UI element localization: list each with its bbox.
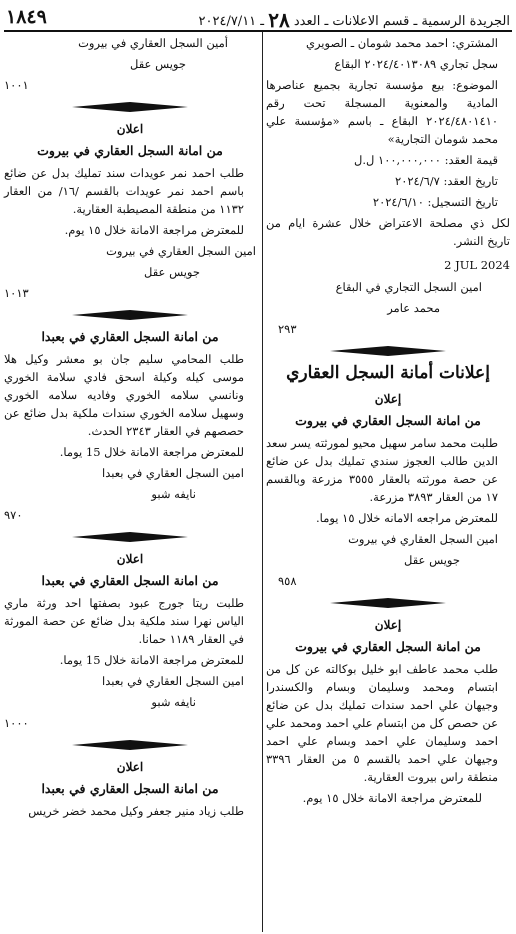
contract-date: تاريخ العقد: ٢٠٢٤/٦/٧ [395,174,498,188]
divider-ornament [4,102,256,112]
section-title: إعلانات أمانة السجل العقاري [286,363,490,383]
divider-ornament [266,598,510,608]
contract-value: قيمة العقد: ١٠٠,٠٠٠,٠٠٠ ل.ل [353,153,498,167]
notice-body: طلب احمد نمر عويدات سند تمليك بدل عن ضائع باسم احمد نمر عويدات بالقسم /١٦/ من العقار ١١٣٢ من منطقة المصيطبة العقارية. [4,166,244,216]
notice-reference-number: ٩٥٨ [278,574,297,588]
issue-number: ٢٨ [268,8,290,32]
notice-label: إعلان [374,392,402,406]
notice-signer-title: امين السجل العقاري في بيروت [348,532,498,546]
signer-name: جويس عقل [130,57,186,71]
notice-office: من امانة السجل العقاري في بيروت [295,413,481,428]
notice-office: من امانة السجل العقاري في بيروت [295,639,481,654]
title-prefix: الجريدة الرسمية ـ قسم الاعلانات ـ العدد [293,14,510,29]
registration-date: تاريخ التسجيل: ٢٠٢٤/٦/١٠ [372,195,498,209]
divider-ornament [266,346,510,356]
notice-reference-number: ٩٧٠ [4,508,23,522]
page-header [0,4,516,30]
signer-name: محمد عامر [387,301,440,315]
notice-label: إعلان [374,618,402,632]
notice-reference-number: ١٠٠٠ [4,716,29,730]
register-line: سجل تجاري ٢٠٢٤/٤٠١٣٠٨٩ البقاع [334,57,498,71]
notice-signer-title: امين السجل العقاري في بيروت [106,244,256,258]
notice-signer-name: جويس عقل [144,265,200,279]
notice-body: طلبت ريتا جورج عبود بصفتها احد ورثة ماري الياس نهرا سند ملكية بدل ضائع عن حصة المورثة في العقار ١١٨٩ حمانا. [4,596,244,646]
right-column [266,34,510,810]
left-column [4,34,256,823]
notice-objection: للمعترض مراجعة الامانة خلال ١٥ يوم. [64,223,244,237]
notice-objection: للمعترض مراجعه الامانه خلال ١٥ يوما. [316,511,498,525]
notice-signer-name: جويس عقل [404,553,460,567]
notice-label: اعلان [116,552,144,566]
notice-office: من امانة السجل العقاري في بعبدا [41,329,219,344]
notice-signer-name: نايفه شبو [151,695,196,709]
reference-number: ١٠٠١ [4,78,29,92]
notice-label: اعلان [116,760,144,774]
notice-signer-title: امين السجل العقاري في بعبدا [102,674,244,688]
subject-paragraph: الموضوع: بيع مؤسسة تجارية بجميع عناصرها المادية والمعنوية المسجلة تحت رقم ٢٠٢٤/٤٨٠١٤١٠ البقاع ـ باسم «مؤسسة علي محمد شومان التجارية» [266,78,498,146]
signer-title: أمين السجل العقاري في بيروت [78,36,228,50]
divider-ornament [4,532,256,542]
reference-number: ٢٩٣ [278,322,297,336]
divider-ornament [4,740,256,750]
notice-objection: للمعترض مراجعة الامانة خلال ١٥ يوم. [302,791,482,805]
objection-text: لكل ذي مصلحة الاعتراض خلال عشرة ايام من تاريخ النشر. [266,216,510,248]
title-date: ـ ٢٠٢٤/٧/١١ [198,14,265,29]
buyer-line: المشتري: احمد محمد شومان ـ الصويري [305,36,498,50]
notice-reference-number: ١٠١٣ [4,286,29,300]
notice-objection: للمعترض مراجعة الامانة خلال 15 يوما. [59,653,244,667]
page-number: ١٨٤٩ [6,6,47,28]
notice-office: من امانة السجل العقاري في بعبدا [41,573,219,588]
notice-office: من امانة السجل العقاري في بيروت [37,143,223,158]
notice-body: طلب زياد منير جعفر وكيل محمد خضر خريس [28,804,244,818]
column-divider [262,32,263,932]
stamp-date: 2 JUL 2024 [444,258,510,272]
notice-body: طلبت محمد سامر سهيل محيو لمورثته يسر سعد الدين طالب العجوز سندي تمليك بدل عن ضائع عن حصة مورثته بالعقار ٣٥٥٥ مزرعة وبالقسم ١٧ من العقار ٣٨٩٣ مزرعة. [266,436,499,504]
notice-signer-name: نايفه شبو [151,487,196,501]
notice-signer-title: امين السجل العقاري في بعبدا [102,466,244,480]
header-rule [4,30,512,32]
notice-objection: للمعترض مراجعة الامانة خلال 15 يوما. [59,445,244,459]
publication-title [199,8,510,32]
notice-body: طلب المحامي سليم جان بو معشر وكيل هلا موسى كيله وكيلة اسحق فادي سلامة الخوري ونانسي سلامه الخوري وفاديه سلامه الخوري وسهيل سلامه الخوري سندات ملكية بدل ضائع عن حصصهم في العقار ٢٣٤٣ الحدث. [4,352,244,438]
notice-body: طلب محمد عاطف ابو خليل بوكالته عن كل من ابتسام ومحمد وسليمان وبسام والكسندرا وجيهان علي احمد سندات تمليك بدل عن ضائع عن حصص كل من ابتسام علي احمد ومحمد علي احمد وسليمان علي احمد وبسام علي احمد وجيهان علي احمد بالقسم ٥ من العقار ٣٣٩٦ منطقة راس بيروت العقارية. [266,662,498,784]
notice-office: من امانة السجل العقاري في بعبدا [41,781,219,796]
notice-label: اعلان [116,122,144,136]
divider-ornament [4,310,256,320]
signer-title: امين السجل التجاري في البقاع [335,280,482,294]
